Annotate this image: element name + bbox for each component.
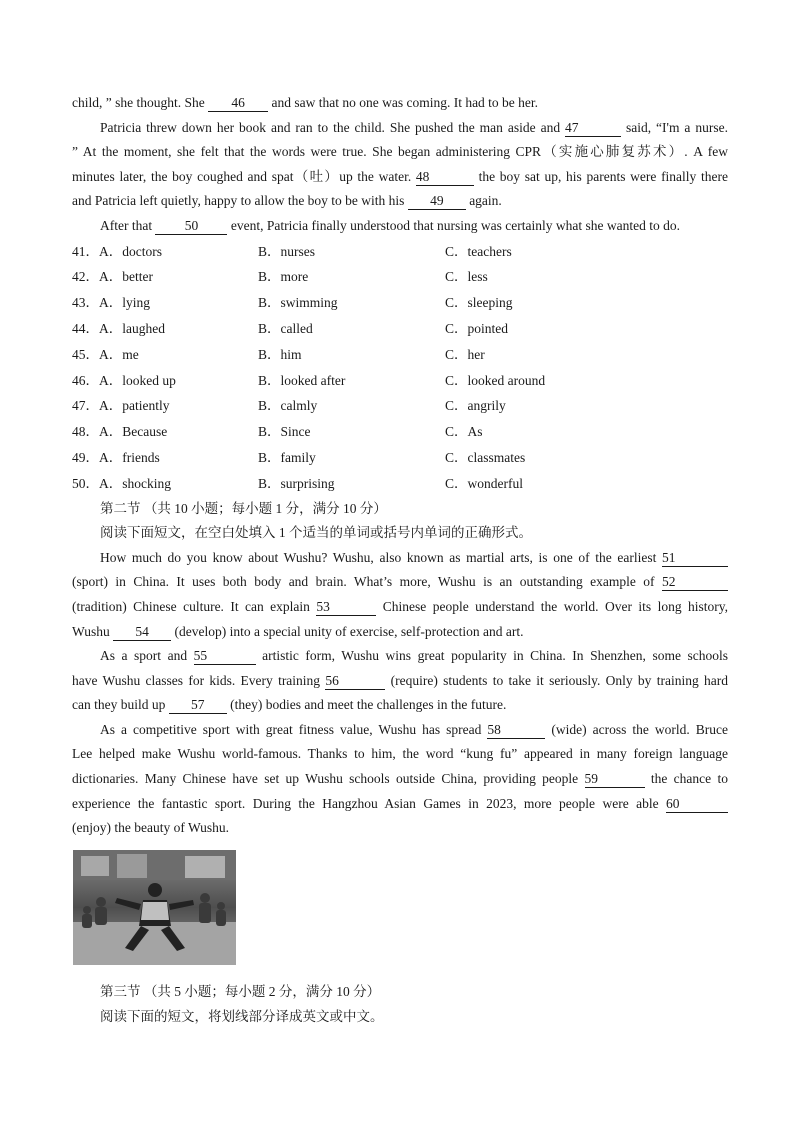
blank-53[interactable]: 53	[316, 600, 376, 616]
option-row: 49．A．friends B．family C．classmates	[72, 445, 728, 471]
section-instructions: 阅读下面短文，在空白处填入 1 个适当的单词或括号内单词的正确形式。	[100, 525, 532, 541]
option-a[interactable]: A．lying	[99, 295, 151, 311]
option-b[interactable]: B．swimming	[258, 295, 338, 311]
option-b[interactable]: B．calmly	[258, 398, 318, 414]
option-a[interactable]: A．looked up	[99, 372, 176, 388]
option-row: 43．A．lying B．swimming C．sleeping	[72, 290, 728, 316]
blank-47[interactable]: 47	[565, 121, 621, 137]
option-row: 44．A．laughed B．called C．pointed	[72, 316, 728, 342]
blank-46[interactable]: 46	[208, 96, 268, 112]
option-row: 41．A．doctors B．nurses C．teachers	[72, 239, 728, 265]
option-c[interactable]: C．teachers	[445, 243, 512, 259]
blank-58[interactable]: 58	[487, 723, 545, 739]
option-c[interactable]: C．her	[445, 346, 485, 362]
option-b[interactable]: B．him	[258, 346, 302, 362]
option-c[interactable]: C．looked around	[445, 372, 546, 388]
section-title: 第三节 （共 5 小题；每小题 2 分，满分 10 分）	[100, 984, 381, 999]
option-a[interactable]: A．shocking	[99, 475, 171, 491]
blank-56[interactable]: 56	[325, 674, 385, 690]
option-row: 45．A．me B．him C．her	[72, 342, 728, 368]
option-a[interactable]: A．friends	[99, 449, 160, 465]
option-b[interactable]: B．nurses	[258, 243, 315, 259]
blank-57[interactable]: 57	[169, 698, 227, 714]
blank-48[interactable]: 48	[416, 170, 474, 186]
option-b[interactable]: B．Since	[258, 424, 311, 440]
passage-line: (enjoy) the beauty of Wushu.	[72, 820, 230, 836]
option-row: 47．A．patiently B．calmly C．angrily	[72, 393, 728, 419]
passage-line: How much do you know about Wushu? Wushu, also known as martial arts, is one of the earliest 51	[72, 546, 728, 571]
blank-50[interactable]: 50	[155, 219, 227, 235]
passage-line: Lee helped make Wushu world-famous. Thanks to him, the word “kung fu” appeared in many foreign language	[72, 746, 728, 762]
blank-51[interactable]: 51	[662, 551, 728, 567]
option-c[interactable]: C．sleeping	[445, 295, 513, 311]
passage-line: (sport) in China. It uses both body and brain. What’s more, Wushu is an outstanding example of 52	[72, 570, 728, 595]
blank-60[interactable]: 60	[666, 797, 728, 813]
passage-line: ” At the moment, she felt that the words were true. She began administering CPR（实施心肺复苏术）. A few	[72, 144, 728, 160]
blank-49[interactable]: 49	[408, 194, 466, 210]
option-b[interactable]: B．family	[258, 449, 316, 465]
option-a[interactable]: A．better	[99, 269, 153, 285]
passage-line: After that 50 event, Patricia finally understood that nursing was certainly what she wanted to do.	[100, 217, 680, 233]
option-a[interactable]: A．doctors	[99, 243, 162, 259]
passage-line: and Patricia left quietly, happy to allow the boy to be with his 49 again.	[72, 193, 502, 209]
option-c[interactable]: C．wonderful	[445, 475, 523, 491]
option-row: 46．A．looked up B．looked after C．looked around	[72, 368, 728, 394]
option-a[interactable]: A．Because	[99, 424, 168, 440]
option-c[interactable]: C．angrily	[445, 398, 506, 414]
passage-line: (tradition) Chinese culture. It can explain 53 Chinese people understand the world. Over its long history,	[72, 598, 729, 614]
option-c[interactable]: C．As	[445, 424, 483, 440]
option-a[interactable]: A．patiently	[99, 398, 170, 414]
option-b[interactable]: B．more	[258, 269, 309, 285]
passage-line: can they build up 57 (they) bodies and meet the challenges in the future.	[72, 697, 507, 713]
option-a[interactable]: A．me	[99, 346, 139, 362]
exam-page	[72, 91, 729, 1024]
option-b[interactable]: B．surprising	[258, 475, 335, 491]
passage-line: experience the fantastic sport. During the Hangzhou Asian Games in 2023, more people were able 60	[72, 792, 728, 817]
section-title: 第二节 （共 10 小题；每小题 1 分，满分 10 分）	[100, 500, 387, 516]
option-c[interactable]: C．pointed	[445, 320, 508, 336]
option-row: 48．A．Because B．Since C．As	[72, 419, 728, 445]
option-row: 42．A．better B．more C．less	[72, 264, 728, 290]
passage-line: have Wushu classes for kids. Every training 56 (require) students to take it seriously. Only by training hard	[72, 672, 728, 688]
option-b[interactable]: B．called	[258, 320, 313, 336]
option-b[interactable]: B．looked after	[258, 372, 346, 388]
options-list	[72, 239, 728, 497]
option-c[interactable]: C．less	[445, 269, 488, 285]
option-row: 50．A．shocking B．surprising C．wonderful	[72, 471, 728, 497]
passage-line: Wushu 54 (develop) into a special unity of exercise, self-protection and art.	[72, 623, 524, 639]
passage-line: Patricia threw down her book and ran to the child. She pushed the man aside and 47 said, “I'm a nurse.	[100, 119, 728, 135]
option-c[interactable]: C．classmates	[445, 449, 526, 465]
section3-block	[100, 980, 384, 1029]
passage-line: As a sport and 55 artistic form, Wushu wins great popularity in China. In Shenzhen, some schools	[100, 648, 728, 664]
blank-59[interactable]: 59	[585, 772, 645, 788]
option-a[interactable]: A．laughed	[99, 320, 165, 336]
passage-line: dictionaries. Many Chinese have set up Wushu schools outside China, providing people 59 the chance to	[72, 771, 728, 787]
blank-52[interactable]: 52	[662, 575, 728, 591]
wushu-photo-graphic	[73, 850, 236, 965]
passage-line: child, ” she thought. She 46 and saw that no one was coming. It had to be her.	[72, 95, 539, 110]
wushu-photo	[73, 850, 236, 965]
section-instructions: 阅读下面的短文，将划线部分译成英文或中文。	[100, 1008, 384, 1024]
passage-line: minutes later, the boy coughed and spat（吐）up the water. 48 the boy sat up, his parents were finally there	[72, 168, 728, 184]
passage-line: As a competitive sport with great fitness value, Wushu has spread 58 (wide) across the world. Bruce	[100, 721, 728, 737]
blank-54[interactable]: 54	[113, 625, 171, 641]
blank-55[interactable]: 55	[194, 649, 256, 665]
